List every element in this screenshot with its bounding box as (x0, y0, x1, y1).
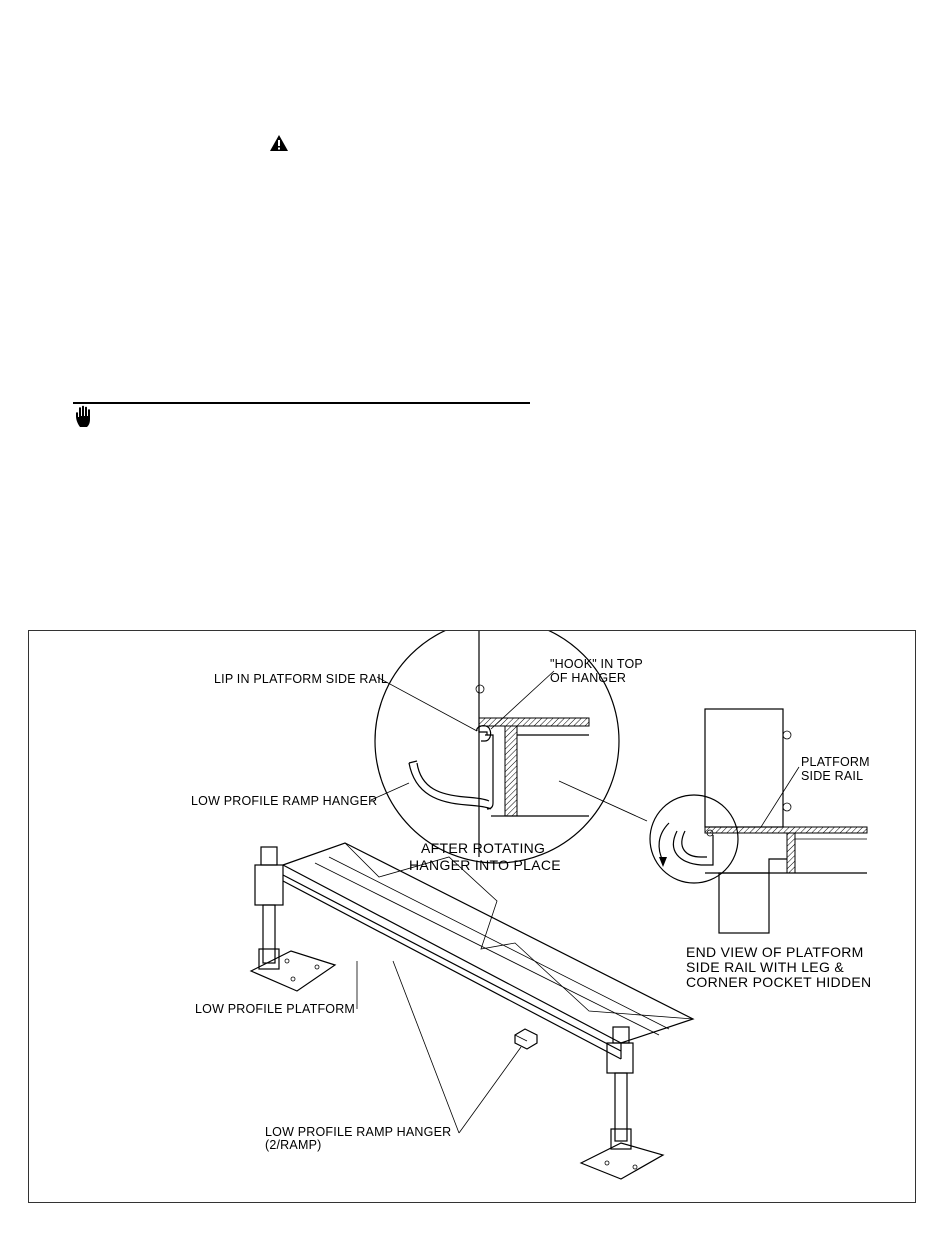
warning-triangle-icon (269, 134, 289, 152)
label-platform-side-rail-line2: SIDE RAIL (801, 769, 864, 783)
label-ramp-hanger: LOW PROFILE RAMP HANGER (191, 794, 378, 808)
stop-hand-icon (74, 405, 96, 429)
label-ramp-hanger-bottom-line2: (2/RAMP) (265, 1138, 322, 1152)
label-after-line1: AFTER ROTATING (421, 840, 546, 856)
label-low-profile-platform: LOW PROFILE PLATFORM (195, 1002, 356, 1016)
label-end-view-line2: SIDE RAIL WITH LEG & (686, 959, 844, 975)
detail-leader (559, 781, 647, 821)
end-view-detail (650, 709, 867, 933)
label-end-view-line1: END VIEW OF PLATFORM (686, 944, 864, 960)
figure-drawing (29, 631, 917, 1204)
label-lip: LIP IN PLATFORM SIDE RAIL (214, 672, 389, 686)
label-hook-line1: "HOOK" IN TOP (550, 657, 643, 671)
label-ramp-hanger-bottom-line1: LOW PROFILE RAMP HANGER (265, 1125, 452, 1139)
ramp-hanger-figure (28, 630, 916, 1203)
label-after-line2: HANGER INTO PLACE (409, 857, 561, 873)
label-platform-side-rail-line1: PLATFORM (801, 755, 870, 769)
label-hook-line2: OF HANGER (550, 671, 627, 685)
section-rule (73, 402, 530, 404)
label-end-view-line3: CORNER POCKET HIDDEN (686, 974, 872, 990)
